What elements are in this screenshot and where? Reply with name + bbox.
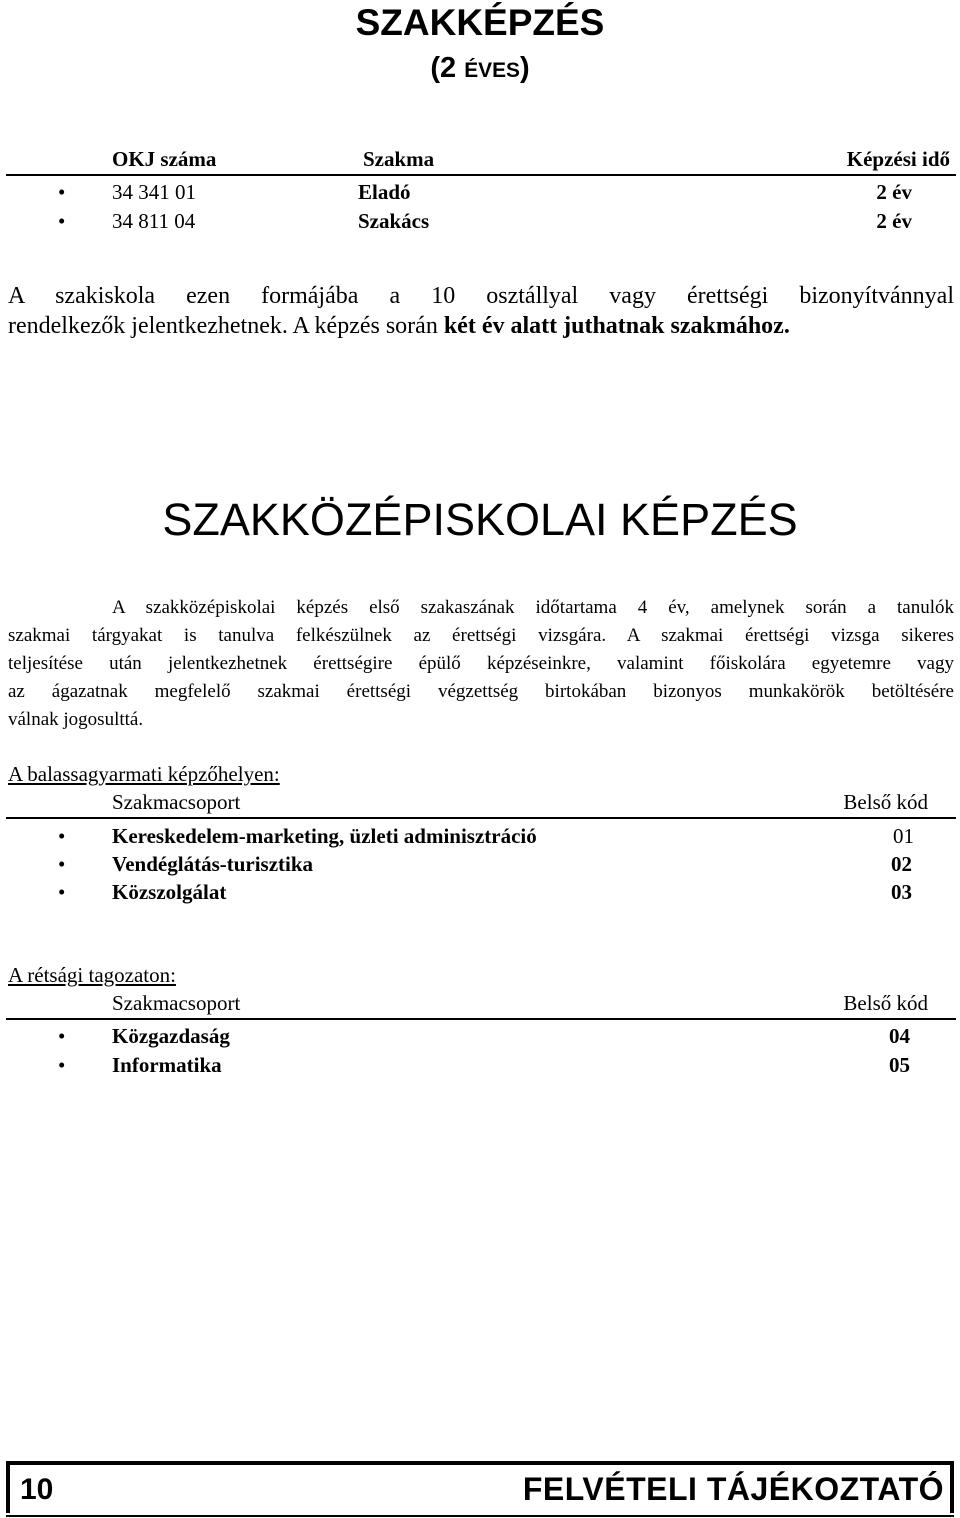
table-header-rule <box>6 174 956 176</box>
szakmacsoport-name: Vendéglátás-turisztika <box>112 852 314 876</box>
col-header-szakmacsoport: Szakmacsoport <box>112 790 241 814</box>
paragraph-line: rendelkezők jelentkezhetnek. A képzés során két év alatt juthatnak szakmához. <box>8 313 790 339</box>
paragraph-line: az ágazatnak megfelelő szakmai érettségi végzettség birtokában bizonyos munkakörök betöltésére <box>8 681 954 702</box>
page-number: 10 <box>20 1473 54 1506</box>
szakmacsoport-name: Informatika <box>112 1053 222 1077</box>
paragraph-line: szakmai tárgyakat is tanulva felkészülnek az érettségi vizsgára. A szakmai érettségi vizsga sikeres <box>8 625 954 646</box>
belso-kod: 04 <box>889 1024 910 1048</box>
paragraph-line: teljesítése után jelentkezhetnek érettségire épülő képzéseinkre, valamint főiskolára egyetemre vagy <box>8 653 954 674</box>
col-header-okj: OKJ száma <box>112 147 217 171</box>
belso-kod: 02 <box>891 852 912 876</box>
page-title: SZAKKÉPZÉS <box>355 2 605 43</box>
okj-number: 34 811 04 <box>112 209 196 233</box>
szakma-name: Eladó <box>358 180 411 204</box>
belso-kod: 05 <box>889 1053 910 1077</box>
szakmacsoport-name: Kereskedelem-marketing, üzleti adminisztráció <box>112 824 537 848</box>
okj-number: 34 341 01 <box>112 180 196 204</box>
szakmacsoport-name: Közgazdaság <box>112 1024 230 1048</box>
paragraph-line: A szakiskola ezen formájába a 10 osztállyal vagy érettségi bizonyítvánnyal <box>8 283 954 309</box>
belso-kod: 03 <box>891 880 912 904</box>
location-label: A rétsági tagozaton: <box>8 963 176 987</box>
col-header-belso-kod: Belső kód <box>843 790 928 814</box>
kepzesi-ido: 2 év <box>876 180 912 204</box>
col-header-belso-kod: Belső kód <box>843 991 928 1015</box>
bullet-icon: • <box>58 1053 66 1077</box>
section-title: SZAKKÖZÉPISKOLAI KÉPZÉS <box>162 494 798 545</box>
bullet-icon: • <box>58 180 66 204</box>
bullet-icon: • <box>58 852 66 876</box>
location-label: A balassagyarmati képzőhelyen: <box>8 762 280 786</box>
bullet-icon: • <box>58 1024 66 1048</box>
bullet-icon: • <box>58 880 66 904</box>
col-header-szakma: Szakma <box>363 147 435 171</box>
belso-kod: 01 <box>893 824 914 848</box>
szakma-name: Szakács <box>358 209 430 233</box>
table-header-rule <box>6 1018 956 1020</box>
paragraph-line: A szakközépiskolai képzés első szakaszának időtartama 4 év, amelynek során a tanulók <box>112 597 954 618</box>
paragraph-line: válnak jogosulttá. <box>8 709 144 730</box>
footer-box <box>6 1461 954 1513</box>
footer-title: FELVÉTELI TÁJÉKOZTATÓ <box>522 1471 944 1507</box>
page-subtitle: (2 ÉVES) <box>430 52 530 84</box>
col-header-kepzesi-ido: Képzési idő <box>846 147 950 171</box>
szakmacsoport-name: Közszolgálat <box>112 880 227 904</box>
bullet-icon: • <box>58 209 66 233</box>
kepzesi-ido: 2 év <box>876 209 912 233</box>
table-header-rule <box>6 817 956 819</box>
bullet-icon: • <box>58 824 66 848</box>
col-header-szakmacsoport: Szakmacsoport <box>112 991 241 1015</box>
